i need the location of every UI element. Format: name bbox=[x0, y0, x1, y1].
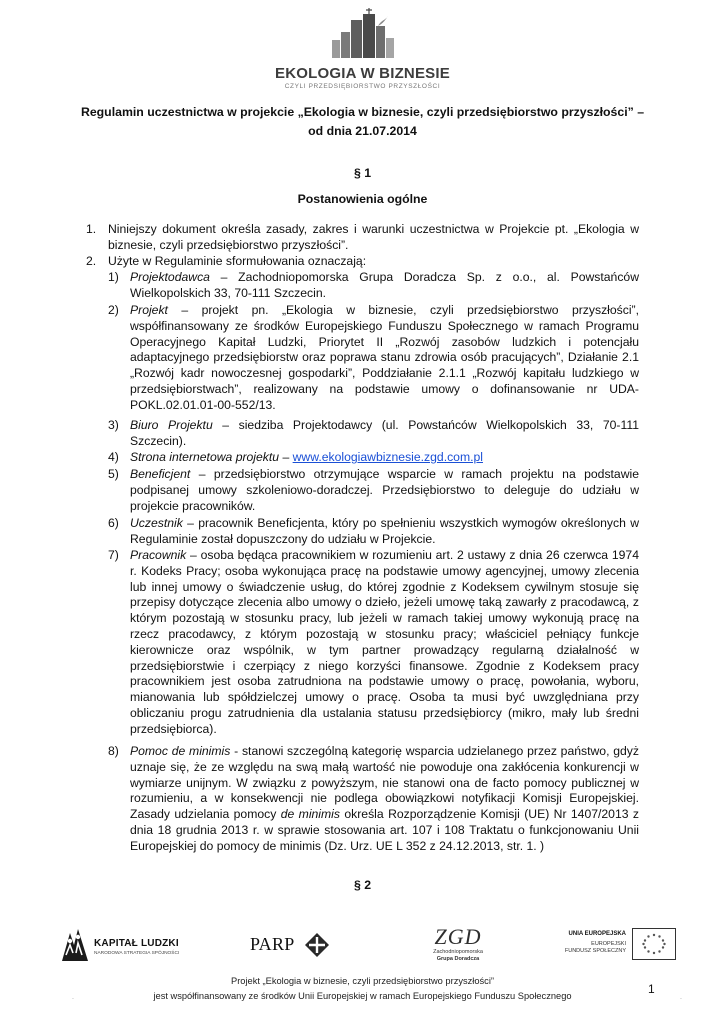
definition-item bbox=[130, 744, 639, 855]
footer-dot-left: . bbox=[72, 994, 74, 1001]
definition-term: Beneficjent bbox=[130, 467, 191, 481]
eu-title: UNIA EUROPEJSKA bbox=[568, 931, 626, 937]
definition-number: 7) bbox=[108, 548, 119, 562]
definition-text: – siedziba Projektodawcy (ul. Powstańców Wielkopolskich 33, 70-111 Szczecin). bbox=[130, 418, 640, 448]
definition-term-inline: de minimis bbox=[280, 807, 340, 822]
list-item: Niniejszy dokument określa zasady, zakres i warunki uczestnictwa w Projekcie pt. „Ekologia w biznesie, czyli przedsiębiorstwo przyszłości”. bbox=[108, 222, 639, 252]
definition-term: Projektodawca bbox=[130, 270, 210, 284]
definition-term: Pomoc de minimis bbox=[130, 744, 231, 758]
definition-term: Uczestnik bbox=[130, 516, 183, 530]
footer-logos bbox=[0, 925, 725, 975]
definition-number: 4) bbox=[108, 450, 119, 464]
footer-dot-right: . bbox=[680, 994, 682, 1001]
eu-flag-icon bbox=[632, 928, 676, 960]
kapital-ludzki-title: KAPITAŁ LUDZKI bbox=[94, 938, 179, 949]
city-buildings-icon bbox=[328, 8, 398, 58]
kapital-ludzki-subtitle: NARODOWA STRATEGIA SPÓJNOŚCI bbox=[94, 951, 180, 956]
definition-number: 2) bbox=[108, 303, 119, 317]
page-number: 1 bbox=[648, 982, 655, 996]
definition-item bbox=[130, 467, 639, 514]
definition-text: – osoba będąca pracownikiem w rozumieniu art. 2 ustawy z dnia 26 czerwca 1974 r. Kodeks Pracy; osoba wykonująca pracę na podstawie umowy agencyjnej, umowy zlecenia lub innej umowy o świadczenie usług, do której zgodnie z Kodeksem cywilnym stosuje się przepisy dotyczące zlecenia albo umowy o dzieło, jeżeli umowę taką zawarły z pracodawcą, z którym pozostają w stosunku pracy, lub jeżeli w ramach takiej umowy wykonują pracę na rzecz pracodawcy, z którym pozostają w stosunku pracy; właściciel pełniący funkcje kierownicze oraz wspólnik, w tym partner prowadzący regularną działalność w przedsiębiorstwie i czerpiący z niego korzyści finansowe. Zgodnie z Kodeksem pracy pracownikiem jest osoba zatrudniona na podstawie umowy o pracę, powołania, wyboru, mianowania lub spółdzielczej umowy o pracę. Osoba ta musi być uwzględniana przy obliczaniu progu zatrudnienia dla ustalania statusu przedsiębiorcy (mikro, mały lub średni przedsiębiorca). bbox=[130, 548, 639, 736]
definition-item bbox=[130, 303, 639, 414]
item-number: 2. bbox=[86, 254, 97, 268]
eu-logo bbox=[552, 928, 677, 968]
definition-text-continued: określa Rozporządzenie Komisji (UE) Nr 1407/2013 z dnia 18 grudnia 2013 r. w sprawie stosowania art. 107 i 108 Traktatu o funkcjonowaniu Unii Europejskiej do pomocy de minimis (Dz. Urz. UE L 352 z 24.12.2013, str. 1. ) bbox=[130, 807, 640, 853]
people-figures-icon bbox=[60, 927, 90, 963]
list-item: Użyte w Regulaminie sformułowania oznaczają: bbox=[108, 254, 367, 268]
footer-line-2: jest współfinansowany ze środków Unii Europejskiej w ramach Europejskiego Funduszu Społecznego bbox=[153, 991, 572, 1001]
section-2-sign: § 2 bbox=[353, 878, 372, 892]
zgd-text: ZGD bbox=[434, 924, 482, 949]
footer-line-1: Projekt „Ekologia w biznesie, czyli przedsiębiorstwo przyszłości” bbox=[231, 976, 494, 986]
parp-logo bbox=[250, 932, 340, 962]
definition-text: – pracownik Beneficjenta, który po spełnieniu wszystkich wymogów określonych w Regulaminie został dopuszczony do udziału w Projekcie. bbox=[130, 516, 639, 546]
zgd-logo bbox=[418, 925, 498, 969]
zgd-subtitle-2: Grupa Doradcza bbox=[436, 956, 480, 962]
parp-cross-icon bbox=[304, 932, 330, 958]
eu-subtitle-1: EUROPEJSKI bbox=[591, 941, 626, 947]
definition-item bbox=[130, 450, 639, 466]
definition-item bbox=[130, 516, 639, 548]
definition-text: – przedsiębiorstwo otrzymujące wsparcie w ramach projektu na podstawie podpisanej umowy szkoleniowo-doradczej. Przedsiębiorstwo to deleguje do udziału w projekcie pracowników. bbox=[130, 467, 639, 513]
definition-number: 5) bbox=[108, 467, 119, 481]
definition-term: Biuro Projektu bbox=[130, 418, 213, 432]
definition-term: Strona internetowa projektu bbox=[130, 450, 280, 464]
section-1-heading: Postanowienia ogólne bbox=[297, 192, 428, 206]
definition-item bbox=[130, 270, 639, 302]
definition-text: - stanowi szczególną kategorię wsparcia udzielanego przez państwo, gdyż uznaje się, że ze względu na swą małą wartość nie powoduje ona zakłócenia konkurencji w wymiarze unijnym. W związku z powyższym, nie stanowi ona de facto pomocy publicznej w rozumieniu, a w konsekwencji nie podlega obowiązkowi notyfikacji Komisji Europejskiej. Zasady udzielania pomocy bbox=[130, 744, 639, 822]
section-1-sign: § 1 bbox=[353, 166, 372, 180]
definition-number: 1) bbox=[108, 270, 119, 284]
parp-text: PARP bbox=[250, 934, 295, 954]
project-website-link[interactable]: www.ekologiawbiznesie.zgd.com.pl bbox=[292, 450, 483, 464]
definition-term: Projekt bbox=[130, 303, 168, 317]
definition-item bbox=[130, 418, 639, 450]
logo-title: EKOLOGIA W BIZNESIE bbox=[275, 65, 450, 82]
definition-text: – bbox=[279, 450, 293, 464]
definition-term: Pracownik bbox=[130, 548, 187, 562]
definition-text: – Zachodniopomorska Grupa Doradcza Sp. z o.o., al. Powstańców Wielkopolskich 33, 70-111 Szczecin. bbox=[130, 270, 639, 300]
header-logo bbox=[0, 8, 725, 90]
logo-subtitle: CZYLI PRZEDSIĘBIORSTWO PRZYSZŁOŚCI bbox=[284, 83, 441, 90]
definition-item bbox=[130, 548, 639, 738]
definition-number: 3) bbox=[108, 418, 119, 432]
definition-number: 6) bbox=[108, 516, 119, 530]
document-title: Regulamin uczestnictwa w projekcie „Ekologia w biznesie, czyli przedsiębiorstwo przyszłości” – od dnia 21.07.2014 bbox=[80, 105, 645, 138]
definition-number: 8) bbox=[108, 744, 119, 758]
definition-text: – projekt pn. „Ekologia w biznesie, czyli przedsiębiorstwo przyszłości”, współfinansowany ze środków Europejskiego Funduszu Społecznego w ramach Programu Operacyjnego Kapitał Ludzki, Priorytet II „Rozwój zasobów ludzkich i potencjału adaptacyjnego przedsiębiorstw oraz poprawa stanu zdrowia osób pracujących”, Działanie 2.1 „Rozwój kadr nowoczesnej gospodarki”, Poddziałanie 2.1.1 „Rozwój kapitału ludzkiego w przedsiębiorstwach”, realizowany na podstawie umowy o dofinansowanie nr UDA-POKL.02.01.01-00-552/13. bbox=[130, 303, 639, 412]
kapital-ludzki-logo bbox=[60, 927, 180, 967]
zgd-subtitle-1: Zachodniopomorska bbox=[433, 949, 483, 955]
eu-subtitle-2: FUNDUSZ SPOŁECZNY bbox=[564, 948, 626, 954]
item-number: 1. bbox=[86, 222, 97, 236]
